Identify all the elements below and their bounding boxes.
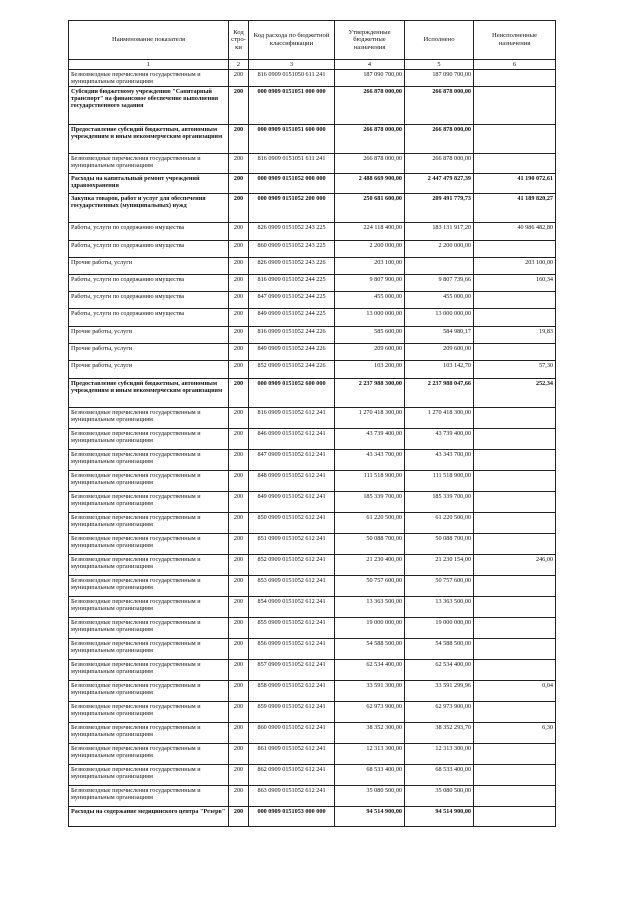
cell-executed: 111 518 900,00: [405, 471, 474, 492]
cell-expense-code: 853 0909 0151052 612 241: [249, 576, 335, 597]
cell-indicator-name: Безвозмездные перечисления государственным и муниципальным организациям: [69, 765, 229, 786]
cell-line-code: 200: [229, 786, 249, 807]
cell-line-code: 200: [229, 194, 249, 223]
cell-approved: 224 118 400,00: [335, 223, 405, 241]
cell-expense-code: 863 0909 0151052 612 241: [249, 786, 335, 807]
cell-indicator-name: Прочие работы, услуги: [69, 258, 229, 275]
cell-expense-code: 816 0909 0151051 611 241: [249, 154, 335, 174]
column-number: 4: [335, 60, 405, 70]
cell-expense-code: 000 0909 0151051 000 000: [249, 87, 335, 125]
cell-indicator-name: Безвозмездные перечисления государственным и муниципальным организациям: [69, 723, 229, 744]
cell-indicator-name: Закупка товаров, работ и услуг для обеспечения государственных (муниципальных) нужд: [69, 194, 229, 223]
cell-executed: 94 514 900,00: [405, 807, 474, 827]
cell-approved: 266 878 000,00: [335, 87, 405, 125]
cell-executed: 266 878 000,00: [405, 125, 474, 154]
cell-indicator-name: Работы, услуги по содержанию имущества: [69, 292, 229, 309]
cell-executed: 19 000 000,00: [405, 618, 474, 639]
cell-unexecuted: 203 100,00: [474, 258, 556, 275]
cell-expense-code: 852 0909 0151052 244 226: [249, 361, 335, 379]
table-row: [69, 344, 556, 361]
cell-line-code: 200: [229, 807, 249, 827]
table-row: [69, 154, 556, 174]
table-row: [69, 807, 556, 827]
cell-approved: 13 363 500,00: [335, 597, 405, 618]
cell-indicator-name: Расходы на содержание медицинского центра "Резерв": [69, 807, 229, 827]
cell-approved: 9 807 900,00: [335, 275, 405, 292]
cell-approved: 209 600,00: [335, 344, 405, 361]
cell-indicator-name: Безвозмездные перечисления государственным и муниципальным организациям: [69, 513, 229, 534]
cell-expense-code: 859 0909 0151052 612 241: [249, 702, 335, 723]
table-row: [69, 194, 556, 223]
cell-approved: 1 270 418 300,00: [335, 408, 405, 429]
cell-indicator-name: Работы, услуги по содержанию имущества: [69, 275, 229, 292]
cell-unexecuted: [474, 450, 556, 471]
column-number: 3: [249, 60, 335, 70]
cell-indicator-name: Безвозмездные перечисления государственным и муниципальным организациям: [69, 429, 229, 450]
cell-approved: 2 488 669 900,00: [335, 174, 405, 194]
cell-indicator-name: Безвозмездные перечисления государственным и муниципальным организациям: [69, 576, 229, 597]
cell-executed: 9 807 739,66: [405, 275, 474, 292]
cell-indicator-name: Работы, услуги по содержанию имущества: [69, 223, 229, 241]
cell-expense-code: 858 0909 0151052 612 241: [249, 681, 335, 702]
table-row: [69, 125, 556, 154]
cell-approved: 585 600,00: [335, 327, 405, 344]
cell-line-code: 200: [229, 450, 249, 471]
cell-approved: 62 534 400,00: [335, 660, 405, 681]
cell-expense-code: 854 0909 0151052 612 241: [249, 597, 335, 618]
table-row: [69, 292, 556, 309]
cell-line-code: 200: [229, 744, 249, 765]
cell-approved: 266 878 000,00: [335, 125, 405, 154]
cell-line-code: 200: [229, 555, 249, 576]
cell-executed: 183 131 917,20: [405, 223, 474, 241]
cell-approved: 111 518 900,00: [335, 471, 405, 492]
table-row: [69, 471, 556, 492]
cell-expense-code: 846 0909 0151052 612 241: [249, 429, 335, 450]
cell-executed: 62 973 900,00: [405, 702, 474, 723]
cell-executed: 584 980,17: [405, 327, 474, 344]
cell-executed: 2 447 479 827,39: [405, 174, 474, 194]
cell-unexecuted: [474, 534, 556, 555]
cell-unexecuted: [474, 125, 556, 154]
cell-line-code: 200: [229, 597, 249, 618]
cell-line-code: 200: [229, 618, 249, 639]
table-row: [69, 702, 556, 723]
cell-line-code: 200: [229, 660, 249, 681]
cell-approved: 68 533 400,00: [335, 765, 405, 786]
cell-approved: 266 878 000,00: [335, 154, 405, 174]
cell-unexecuted: 57,30: [474, 361, 556, 379]
cell-line-code: 200: [229, 292, 249, 309]
cell-unexecuted: [474, 471, 556, 492]
table-row: [69, 513, 556, 534]
cell-unexecuted: [474, 70, 556, 87]
cell-unexecuted: [474, 154, 556, 174]
header-indicator-name: Наименование показателя: [69, 21, 229, 60]
cell-indicator-name: Безвозмездные перечисления государственным и муниципальным организациям: [69, 534, 229, 555]
cell-indicator-name: Безвозмездные перечисления государственным и муниципальным организациям: [69, 70, 229, 87]
table-row: [69, 492, 556, 513]
cell-executed: 455 000,00: [405, 292, 474, 309]
cell-expense-code: 861 0909 0151052 612 241: [249, 744, 335, 765]
table-row: [69, 174, 556, 194]
cell-indicator-name: Предоставление субсидий бюджетным, автономным учреждениям и иным некоммерческим организациям: [69, 125, 229, 154]
cell-indicator-name: Безвозмездные перечисления государственным и муниципальным организациям: [69, 660, 229, 681]
cell-unexecuted: [474, 292, 556, 309]
cell-expense-code: 000 0909 0151052 600 000: [249, 379, 335, 408]
cell-expense-code: 860 0909 0151052 612 241: [249, 723, 335, 744]
cell-executed: 266 878 000,00: [405, 87, 474, 125]
cell-approved: 185 339 700,00: [335, 492, 405, 513]
cell-executed: 2 200 000,00: [405, 241, 474, 258]
cell-expense-code: 851 0909 0151052 612 241: [249, 534, 335, 555]
table-row: [69, 429, 556, 450]
cell-executed: [405, 258, 474, 275]
cell-unexecuted: [474, 513, 556, 534]
cell-expense-code: 849 0909 0151052 612 241: [249, 492, 335, 513]
header-expense-code: Код расхода по бюджетной классификации: [249, 21, 335, 60]
cell-approved: 2 200 000,00: [335, 241, 405, 258]
cell-unexecuted: [474, 344, 556, 361]
cell-line-code: 200: [229, 534, 249, 555]
table-row: [69, 765, 556, 786]
cell-line-code: 200: [229, 154, 249, 174]
cell-indicator-name: Прочие работы, услуги: [69, 327, 229, 344]
column-number-row: [69, 60, 556, 70]
cell-executed: 54 588 500,00: [405, 639, 474, 660]
cell-indicator-name: Безвозмездные перечисления государственным и муниципальным организациям: [69, 471, 229, 492]
cell-executed: 266 878 000,00: [405, 154, 474, 174]
cell-indicator-name: Безвозмездные перечисления государственным и муниципальным организациям: [69, 450, 229, 471]
table-row: [69, 681, 556, 702]
cell-line-code: 200: [229, 639, 249, 660]
cell-executed: 103 142,70: [405, 361, 474, 379]
table-row: [69, 786, 556, 807]
cell-approved: 13 000 000,00: [335, 309, 405, 327]
cell-indicator-name: Прочие работы, услуги: [69, 344, 229, 361]
table-row: [69, 223, 556, 241]
cell-unexecuted: [474, 786, 556, 807]
cell-executed: 187 090 700,00: [405, 70, 474, 87]
cell-unexecuted: 19,83: [474, 327, 556, 344]
cell-line-code: 200: [229, 513, 249, 534]
table-row: [69, 597, 556, 618]
cell-unexecuted: [474, 618, 556, 639]
cell-line-code: 200: [229, 275, 249, 292]
cell-expense-code: 849 0909 0151052 244 226: [249, 344, 335, 361]
cell-expense-code: 847 0909 0151052 244 225: [249, 292, 335, 309]
cell-unexecuted: 40 986 482,80: [474, 223, 556, 241]
cell-executed: 68 533 400,00: [405, 765, 474, 786]
cell-indicator-name: Безвозмездные перечисления государственным и муниципальным организациям: [69, 639, 229, 660]
cell-approved: 94 514 900,00: [335, 807, 405, 827]
cell-expense-code: 848 0909 0151052 612 241: [249, 471, 335, 492]
cell-unexecuted: 160,34: [474, 275, 556, 292]
cell-expense-code: 849 0909 0151052 244 225: [249, 309, 335, 327]
header-unexecuted: Неисполненные назначения: [474, 21, 556, 60]
cell-executed: 12 313 300,00: [405, 744, 474, 765]
cell-approved: 61 220 500,00: [335, 513, 405, 534]
cell-expense-code: 847 0909 0151052 612 241: [249, 450, 335, 471]
cell-unexecuted: [474, 576, 556, 597]
header-executed: Исполнено: [405, 21, 474, 60]
table-row: [69, 275, 556, 292]
table-row: [69, 576, 556, 597]
cell-unexecuted: [474, 744, 556, 765]
cell-indicator-name: Безвозмездные перечисления государственным и муниципальным организациям: [69, 681, 229, 702]
cell-indicator-name: Безвозмездные перечисления государственным и муниципальным организациям: [69, 555, 229, 576]
cell-executed: 209 491 779,73: [405, 194, 474, 223]
cell-line-code: 200: [229, 379, 249, 408]
table-row: [69, 723, 556, 744]
cell-line-code: 200: [229, 344, 249, 361]
cell-executed: 185 339 700,00: [405, 492, 474, 513]
cell-executed: 35 080 500,00: [405, 786, 474, 807]
cell-indicator-name: Работы, услуги по содержанию имущества: [69, 309, 229, 327]
cell-expense-code: 816 0909 0151052 612 241: [249, 408, 335, 429]
cell-indicator-name: Безвозмездные перечисления государственным и муниципальным организациям: [69, 744, 229, 765]
cell-executed: 50 757 600,00: [405, 576, 474, 597]
cell-unexecuted: [474, 241, 556, 258]
table-row: [69, 70, 556, 87]
cell-unexecuted: 6,30: [474, 723, 556, 744]
cell-expense-code: 850 0909 0151052 612 241: [249, 513, 335, 534]
cell-line-code: 200: [229, 327, 249, 344]
cell-expense-code: 826 0909 0151052 243 226: [249, 258, 335, 275]
cell-line-code: 200: [229, 576, 249, 597]
cell-unexecuted: [474, 87, 556, 125]
cell-approved: 43 343 700,00: [335, 450, 405, 471]
cell-indicator-name: Субсидии бюджетному учреждению "Санитарный транспорт" на финансовое обеспечение выполнения государственного задания: [69, 87, 229, 125]
cell-approved: 2 237 988 300,00: [335, 379, 405, 408]
cell-line-code: 200: [229, 681, 249, 702]
cell-line-code: 200: [229, 258, 249, 275]
cell-line-code: 200: [229, 765, 249, 786]
cell-unexecuted: [474, 597, 556, 618]
cell-executed: 43 343 700,00: [405, 450, 474, 471]
cell-unexecuted: 41 190 072,61: [474, 174, 556, 194]
cell-approved: 203 100,00: [335, 258, 405, 275]
cell-line-code: 200: [229, 429, 249, 450]
cell-line-code: 200: [229, 241, 249, 258]
cell-unexecuted: 246,00: [474, 555, 556, 576]
cell-expense-code: 852 0909 0151052 612 241: [249, 555, 335, 576]
cell-line-code: 200: [229, 70, 249, 87]
cell-executed: 43 739 400,00: [405, 429, 474, 450]
cell-indicator-name: Безвозмездные перечисления государственным и муниципальным организациям: [69, 492, 229, 513]
cell-indicator-name: Расходы на капитальный ремонт учреждений здравоохранения: [69, 174, 229, 194]
cell-approved: 250 681 600,00: [335, 194, 405, 223]
table-row: [69, 379, 556, 408]
table-row: [69, 639, 556, 660]
column-number: 1: [69, 60, 229, 70]
cell-executed: 13 000 000,00: [405, 309, 474, 327]
cell-expense-code: 000 0909 0151052 200 000: [249, 194, 335, 223]
cell-approved: 54 588 500,00: [335, 639, 405, 660]
cell-executed: 33 591 299,96: [405, 681, 474, 702]
cell-unexecuted: [474, 807, 556, 827]
cell-approved: 50 757 600,00: [335, 576, 405, 597]
table-row: [69, 618, 556, 639]
cell-executed: 61 220 500,00: [405, 513, 474, 534]
cell-unexecuted: [474, 408, 556, 429]
cell-executed: 21 230 154,00: [405, 555, 474, 576]
cell-approved: 50 088 700,00: [335, 534, 405, 555]
cell-expense-code: 855 0909 0151052 612 241: [249, 618, 335, 639]
cell-indicator-name: Безвозмездные перечисления государственным и муниципальным организациям: [69, 597, 229, 618]
cell-approved: 21 230 400,00: [335, 555, 405, 576]
cell-expense-code: 856 0909 0151052 612 241: [249, 639, 335, 660]
cell-indicator-name: Предоставление субсидий бюджетным, автономным учреждениям и иным некоммерческим организациям: [69, 379, 229, 408]
cell-unexecuted: [474, 429, 556, 450]
cell-expense-code: 000 0909 0151052 000 000: [249, 174, 335, 194]
table-row: [69, 361, 556, 379]
table-row: [69, 555, 556, 576]
table-row: [69, 327, 556, 344]
table-row: [69, 408, 556, 429]
cell-approved: 103 200,00: [335, 361, 405, 379]
cell-unexecuted: [474, 660, 556, 681]
cell-expense-code: 862 0909 0151052 612 241: [249, 765, 335, 786]
cell-executed: 209 600,00: [405, 344, 474, 361]
cell-approved: 455 000,00: [335, 292, 405, 309]
cell-executed: 62 534 400,00: [405, 660, 474, 681]
cell-expense-code: 816 0909 0151050 611 241: [249, 70, 335, 87]
cell-line-code: 200: [229, 174, 249, 194]
cell-expense-code: 860 0909 0151052 243 225: [249, 241, 335, 258]
cell-line-code: 200: [229, 361, 249, 379]
cell-indicator-name: Безвозмездные перечисления государственным и муниципальным организациям: [69, 702, 229, 723]
cell-indicator-name: Безвозмездные перечисления государственным и муниципальным организациям: [69, 408, 229, 429]
cell-expense-code: 816 0909 0151052 244 225: [249, 275, 335, 292]
cell-indicator-name: Прочие работы, услуги: [69, 361, 229, 379]
cell-unexecuted: 41 189 820,27: [474, 194, 556, 223]
table-header-row: [69, 21, 556, 60]
cell-executed: 50 088 700,00: [405, 534, 474, 555]
cell-line-code: 200: [229, 723, 249, 744]
table-row: [69, 450, 556, 471]
table-row: [69, 309, 556, 327]
cell-unexecuted: [474, 702, 556, 723]
cell-unexecuted: [474, 765, 556, 786]
cell-expense-code: 816 0909 0151052 244 226: [249, 327, 335, 344]
cell-indicator-name: Работы, услуги по содержанию имущества: [69, 241, 229, 258]
budget-execution-table: [68, 20, 556, 827]
table-row: [69, 87, 556, 125]
cell-expense-code: 000 0909 0151053 000 000: [249, 807, 335, 827]
table-row: [69, 744, 556, 765]
cell-approved: 62 973 900,00: [335, 702, 405, 723]
cell-line-code: 200: [229, 471, 249, 492]
cell-line-code: 200: [229, 309, 249, 327]
cell-expense-code: 826 0909 0151052 243 225: [249, 223, 335, 241]
column-number: 2: [229, 60, 249, 70]
cell-indicator-name: Безвозмездные перечисления государственным и муниципальным организациям: [69, 786, 229, 807]
cell-expense-code: 000 0909 0151051 600 000: [249, 125, 335, 154]
cell-line-code: 200: [229, 408, 249, 429]
cell-approved: 19 000 000,00: [335, 618, 405, 639]
column-number: 5: [405, 60, 474, 70]
cell-approved: 43 739 400,00: [335, 429, 405, 450]
table-row: [69, 660, 556, 681]
cell-unexecuted: [474, 639, 556, 660]
cell-approved: 38 352 300,00: [335, 723, 405, 744]
cell-line-code: 200: [229, 492, 249, 513]
cell-executed: 38 352 293,70: [405, 723, 474, 744]
cell-indicator-name: Безвозмездные перечисления государственным и муниципальным организациям: [69, 154, 229, 174]
header-line-code: Код стро-ки: [229, 21, 249, 60]
cell-line-code: 200: [229, 87, 249, 125]
table-row: [69, 534, 556, 555]
cell-indicator-name: Безвозмездные перечисления государственным и муниципальным организациям: [69, 618, 229, 639]
cell-line-code: 200: [229, 702, 249, 723]
cell-executed: 1 270 418 300,00: [405, 408, 474, 429]
cell-approved: 33 591 300,00: [335, 681, 405, 702]
column-number: 6: [474, 60, 556, 70]
cell-unexecuted: [474, 492, 556, 513]
cell-approved: 187 090 700,00: [335, 70, 405, 87]
cell-line-code: 200: [229, 125, 249, 154]
cell-executed: 2 237 988 047,66: [405, 379, 474, 408]
cell-approved: 12 313 300,00: [335, 744, 405, 765]
cell-line-code: 200: [229, 223, 249, 241]
cell-unexecuted: 252,34: [474, 379, 556, 408]
cell-unexecuted: [474, 309, 556, 327]
header-approved: Утвержденные бюджетные назначения: [335, 21, 405, 60]
cell-unexecuted: 0,04: [474, 681, 556, 702]
table-row: [69, 241, 556, 258]
cell-expense-code: 857 0909 0151052 612 241: [249, 660, 335, 681]
cell-approved: 35 080 500,00: [335, 786, 405, 807]
table-row: [69, 258, 556, 275]
cell-executed: 13 363 500,00: [405, 597, 474, 618]
